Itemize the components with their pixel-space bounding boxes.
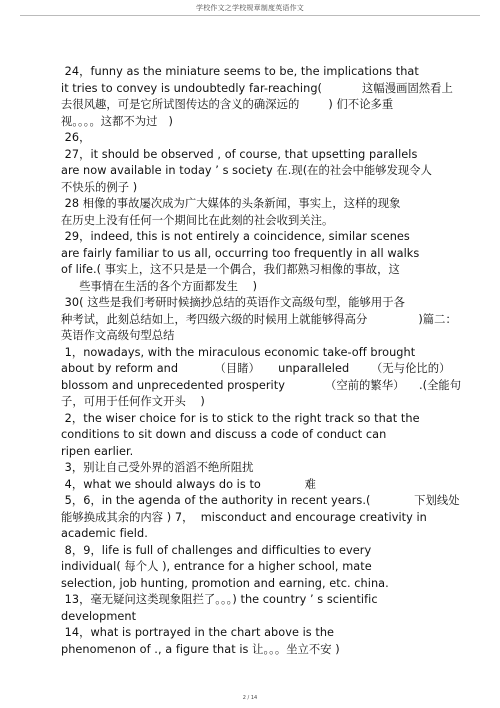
text-line: 27，it should be observed , of course, that upsetting parallels — [61, 147, 418, 161]
text-line: 2，the wiser choice for is to stick to the right track so that the — [61, 411, 420, 425]
text-line: ripen earlier. — [61, 444, 134, 458]
document-body — [61, 64, 486, 658]
text-line: 能够换成其余的内容 ) 7， misconduct and encourage creativity in — [61, 510, 427, 524]
text-line: 视。。。。这都不为过 ) — [61, 114, 173, 128]
text-line: 些事情在生活的各个方面都发生 ) — [61, 279, 258, 293]
text-line: 1，nowadays, with the miraculous economic take-off brought — [61, 345, 416, 359]
text-line: 29，indeed, this is not entirely a coincidence, similar scenes — [61, 230, 410, 243]
text-line: 26， — [61, 131, 91, 144]
text-line: 4，what we should always do is to 难 — [61, 477, 316, 491]
text-line: blossom and unprecedented prosperity （空前的繁华） .(全能句 — [61, 378, 462, 392]
text-line: 在历史上没有任何一个期间比在此刻的社会收到关注。 — [61, 213, 334, 227]
text-line: conditions to sit down and discuss a code of conduct can — [61, 428, 387, 441]
text-line: selection, job hunting, promotion and earning, etc. china. — [61, 576, 389, 590]
text-line: academic field. — [61, 527, 148, 540]
text-line: individual( 每个人 ), entrance for a higher school, mate — [61, 560, 372, 573]
text-line: 不快乐的例子 ) — [61, 180, 138, 194]
text-line: 14，what is portrayed in the chart above is the — [61, 626, 335, 639]
text-line: 13，毫无疑问这类现象阻拦了。。。) the country ’ s scientific — [61, 593, 378, 606]
text-line: 种考试，此刻总结如上，考四级六级的时候用上就能够得高分 )篇二： — [61, 312, 457, 326]
text-line: are fairly familiar to us all, occurring too frequently in all walks — [61, 246, 420, 260]
text-line: 3，别让自己受外界的滔滔不绝所阻扰 — [61, 461, 254, 474]
text-line: phenomenon of ., a figure that is 让。。。坐立不安 ) — [61, 642, 340, 656]
text-line: 子，可用于任何作文开头 ) — [61, 395, 205, 408]
text-line: it tries to convey is undoubtedly far-reaching( 这幅漫画固然看上 — [61, 81, 453, 95]
text-line: are now available in today ’ s society 在.现(在的社会中能够发现令人 — [61, 164, 432, 177]
text-line: development — [61, 609, 137, 623]
page-number: 2 / 14 — [242, 695, 258, 701]
text-line: 28 相像的事故屡次成为广大媒体的头条新闻，事实上，这样的现象 — [61, 197, 401, 210]
text-line: 8，9，life is full of challenges and difficulties to every — [61, 543, 372, 557]
header-rule — [20, 15, 480, 16]
text-line: about by reform and （目睹） unparalleled （无与伦比的） — [61, 362, 451, 375]
page-header: 学校作文之学校规章制度英语作文 — [196, 4, 304, 12]
text-line: 30( 这些是我们考研时候摘抄总结的英语作文高级句型，能够用于各 — [61, 296, 405, 309]
text-line: 24，funny as the miniature seems to be, the implications that — [61, 65, 419, 78]
text-line: of life.( 事实上，这不只是是一个偶合，我们都熟习相像的事故，这 — [61, 263, 400, 276]
text-line: 去很风趣，可是它所试图传达的含义的确深远的 ) 们不论多重 — [61, 98, 394, 111]
text-line: 英语作文高级句型总结 — [61, 329, 175, 342]
text-line: 5，6，in the agenda of the authority in recent years.( 下划线处 — [61, 494, 460, 507]
